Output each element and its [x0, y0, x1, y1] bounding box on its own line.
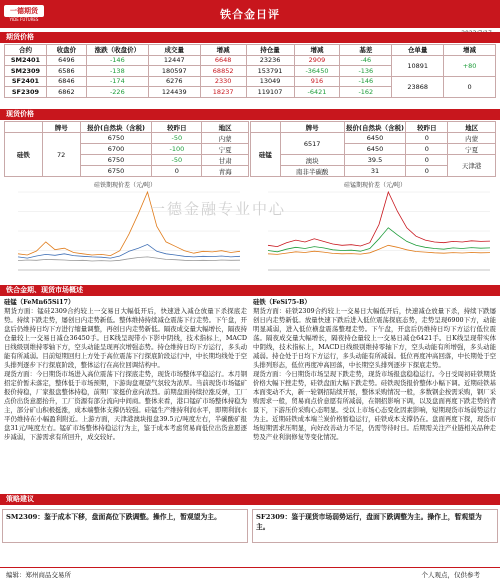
change-cell: -138: [86, 66, 148, 77]
price-cell: 6450: [344, 133, 406, 144]
volume-change-cell: 6648: [200, 55, 246, 66]
col-header: 涨跌（收盘价）: [86, 45, 148, 56]
oi-change-cell: 2909: [294, 55, 340, 66]
series-line-1: [268, 228, 490, 252]
sm-strategy: [2, 509, 248, 543]
col-header: 较昨日: [152, 122, 202, 133]
empty-header: [251, 122, 281, 133]
price-cell: 31: [344, 166, 406, 177]
analysis-paragraph: 期货方面：硅铁2309合约较上一交易日大幅低开后，快速减仓放量下杀，持续下跌屡创日内走势新低。放量快速下跌后进入低位震荡探底态势，走势呈现6900下方，动能明显减弱，进入低位横盘震荡整理走势。下午盘，开盘后仍维持日均下方运行低位震荡。隔夜成交量大幅增长，隔夜持仓量较上一交易日减仓6421手。日K线呈现带实体中阴线，技术指标上，MACD日线级别维持零轴下方，空头动能有所增强，多头动能减弱。持仓处于日均下方运行，多头动能有所减弱。低位再度冲高回落，中长期处于空头排列形态，低位再度冲高回落，中长期空头排列逐步下探底走势。: [253, 307, 496, 369]
strategy-section-title: 策略建议: [0, 494, 500, 505]
col-header: 牌号: [280, 122, 344, 133]
futures-header-row: [5, 45, 496, 56]
spot-header-row: [5, 122, 249, 133]
basis-cell: -162: [340, 87, 392, 98]
col-header: 持仓量: [246, 45, 294, 56]
ferrosilicon-chart-svg: [2, 178, 248, 280]
ferrosilicon-chart: [2, 178, 248, 280]
volume-cell: 12447: [148, 55, 200, 66]
change-cell: -50: [152, 133, 202, 144]
close-cell: 6586: [46, 66, 86, 77]
oi-change-cell: 916: [294, 76, 340, 87]
grade-cell: 南非半碳酸: [280, 166, 344, 177]
analysis-section-title: 铁合金期、现货市场概述: [0, 285, 500, 296]
warrant-qty-cell: 23868: [392, 76, 444, 97]
col-header: 增减: [444, 45, 496, 56]
strategy-label: SM2309：: [6, 513, 45, 521]
spot-section-title: 现货价格: [0, 109, 500, 120]
footer-divider: [0, 567, 500, 568]
col-header: 较昨日: [406, 122, 448, 133]
col-header: 增减: [294, 45, 340, 56]
col-header: 报价(自然块（含税): [80, 122, 152, 133]
empty-header: [5, 122, 43, 133]
oi-cell: 153791: [246, 66, 294, 77]
col-header: 地区: [448, 122, 496, 133]
series-line-2: [18, 257, 240, 261]
page-header: [0, 0, 500, 28]
col-header: 收盘价: [46, 45, 86, 56]
price-cell: 6450: [344, 144, 406, 155]
change-cell: 0: [406, 166, 448, 177]
spot-header-row: [251, 122, 496, 133]
change-cell: -226: [86, 87, 148, 98]
change-cell: 0: [406, 144, 448, 155]
basis-cell: -136: [340, 66, 392, 77]
footer-disclaimer: 个人观点，仅供参考: [421, 571, 480, 579]
change-cell: -50: [152, 155, 202, 166]
close-cell: 6862: [46, 87, 86, 98]
chart-title: 硅铁期现价差（元/吨）: [93, 182, 157, 189]
contract-cell: SM2401: [5, 55, 47, 66]
page-title: 铁合金日评: [220, 8, 280, 21]
basis-cell: -146: [340, 76, 392, 87]
watermark: 一德金融专业中心: [150, 200, 287, 218]
close-cell: 6496: [46, 55, 86, 66]
region-cell: 天津港: [448, 155, 496, 177]
series-line-2: [268, 245, 490, 254]
silicomanganese-chart-svg: [252, 178, 498, 280]
change-cell: 0: [152, 166, 202, 177]
change-cell: -100: [152, 144, 202, 155]
oi-cell: 119107: [246, 87, 294, 98]
contract-cell: SM2309: [5, 66, 47, 77]
change-cell: -146: [86, 55, 148, 66]
contract-cell: SF2401: [5, 76, 47, 87]
chart-title: 硅锰期现价差（元/吨）: [343, 182, 407, 189]
table-row: [251, 133, 496, 144]
analysis-paragraph: 期货方面：锰硅2309合约较上一交易日大幅低开后，快速进入减仓放量下杀探底走势。持续下跌走势，屡创日内走势新低。整体维持持续减仓震荡下行走势。下午盘，开盘后仍维持日均下方进行缩量调整，再创日内走势新低。隔夜成交量大幅增长，隔夜持仓量较上一交易日减仓36450手。日K线呈现带小下影中阴线，技术指标上，MACD日线级别维持零轴下方，空头动能呈现再次增强态势。持仓维持日均下方运行，多头动能有所减弱。目前短期回归上方处于高位震荡下行探底阶段运行中，中长期均线处于空头排列逐步下行探底阶段，整体运行在高位回调结构中。: [4, 307, 247, 369]
volume-cell: 6276: [148, 76, 200, 87]
logo-text: 一德期货: [10, 7, 38, 15]
ferrosilicon-spot-table: [4, 121, 249, 177]
price-cell: 39.5: [344, 155, 406, 166]
col-header: 增减: [200, 45, 246, 56]
grade-cell: 72: [42, 133, 80, 177]
change-cell: 0: [406, 155, 448, 166]
sf-strategy: [252, 509, 498, 543]
strategy-label: SF2309：: [256, 513, 292, 521]
close-cell: 6846: [46, 76, 86, 87]
region-cell: 宁夏: [202, 144, 249, 155]
price-cell: 6750: [80, 166, 152, 177]
region-cell: 内蒙: [202, 133, 249, 144]
ferrosilicon-analysis: [253, 298, 496, 442]
strategy-text: 鉴于现货市场弱势运行，盘面下跌调整为主。操作上，暂观望为主。: [256, 513, 482, 531]
logo-subtext: YIDE FUTURES: [9, 17, 39, 22]
silicomanganese-analysis: [4, 298, 247, 442]
table-row: [5, 76, 496, 87]
product-cell: 硅铁: [5, 133, 43, 177]
futures-table: [4, 44, 496, 98]
warrant-change-cell: 0: [444, 76, 496, 97]
silicomanganese-chart: [252, 178, 498, 280]
analysis-product-name: 硅铁（FeSi75-B）: [253, 298, 311, 306]
volume-cell: 124439: [148, 87, 200, 98]
col-header: 合约: [5, 45, 47, 56]
volume-cell: 180597: [148, 66, 200, 77]
region-cell: 甘肃: [202, 155, 249, 166]
oi-change-cell: -36450: [294, 66, 340, 77]
oi-change-cell: -6421: [294, 87, 340, 98]
analysis-product-name: 硅锰（FeMn65Si17）: [4, 298, 75, 306]
oi-cell: 23236: [246, 55, 294, 66]
change-cell: 0: [406, 133, 448, 144]
table-row: [251, 155, 496, 166]
col-header: 报价(自然块（含税): [344, 122, 406, 133]
warrant-qty-cell: 10891: [392, 55, 444, 76]
analysis-paragraph: 现货方面：今日期货市场呈现下跌走势，现货市场报盘稳稳运行。今日受周初硅铁期货价格大幅下挫走势，硅铁盘面大幅下跌走势。硅铁现货报价整体小幅下调。近期硅铁基本面变动不大，新一轮钢招陆续开展，整体采购情况一般，多数钢企按需采购，钢厂采购需求一般，贸易商点价意愿有所减弱，在钢招影响下调，以及盘面再度下跌走势的背景下，下游压价采购心态明显。受以上市场心态变化因素影响，短期现货市场弱势运行为主。近期硅铁成本端兰炭价格暂稳运行，硅铁成本支撑仍在。盘面再度下探，现货市场短期需求压明显，向好改善动力不足，仍需等待时日。后期需关注产业链相关品种走势及产业利润修复等变化情况。: [253, 370, 496, 441]
table-row: [5, 55, 496, 66]
volume-change-cell: 18237: [200, 87, 246, 98]
region-cell: 内蒙: [448, 133, 496, 144]
col-header: 基差: [340, 45, 392, 56]
warrant-change-cell: +80: [444, 55, 496, 76]
col-header: 仓单量: [392, 45, 444, 56]
col-header: 牌号: [42, 122, 80, 133]
futures-section-title: 期货价格: [0, 32, 500, 43]
product-cell: 硅锰: [251, 133, 281, 177]
grade-cell: 6517: [280, 133, 344, 155]
grade-cell: 澳块: [280, 155, 344, 166]
volume-change-cell: 68852: [200, 66, 246, 77]
footer-editor: 编辑：郑州商品交易所: [6, 571, 71, 579]
table-row: [5, 133, 249, 144]
silicomanganese-spot-table: [250, 121, 496, 177]
strategy-text: 鉴于成本下移，盘面高位下跌调整。操作上，暂观望为主。: [44, 513, 221, 521]
volume-change-cell: 2330: [200, 76, 246, 87]
change-cell: -174: [86, 76, 148, 87]
col-header: 地区: [202, 122, 249, 133]
contract-cell: SF2309: [5, 87, 47, 98]
price-cell: 6750: [80, 155, 152, 166]
region-cell: 宁夏: [448, 144, 496, 155]
basis-cell: -46: [340, 55, 392, 66]
oi-cell: 13049: [246, 76, 294, 87]
region-cell: 青海: [202, 166, 249, 177]
col-header: 成交量: [148, 45, 200, 56]
price-cell: 6700: [80, 144, 152, 155]
price-cell: 6750: [80, 133, 152, 144]
analysis-paragraph: 现货方面：今日期货市场进入高位震荡下行探底走势，现货市场整体平稳运行。本月钢招定价暂未落定，整体低于市场预期，下游询盘观望气氛较为浓厚。当前现货市场锰矿报价持稳，厂家报盘整体持稳，前期厂家挺价意向浓烈。前期盘面持续拉涨反弹，工厂点价出货意愿抬升，工厂资源有部分流向中间商。整体来看，港口锰矿市场整体持稳为主，部分矿山积极挺涨，成本端整体支撑仍较强。硅锰生产维持利润水平，即期利润水平仍维持在小幅盈利附近。上游方面，天津港澳块报盘39.5元/吨度左右，半碳酸矿报盘31元/吨度左右。锰矿市场整体持稳运行为主，鉴于成本考虑贸易商低位出货意愿逐步减弱，下游需求有所回升，成交较好。: [4, 370, 247, 441]
